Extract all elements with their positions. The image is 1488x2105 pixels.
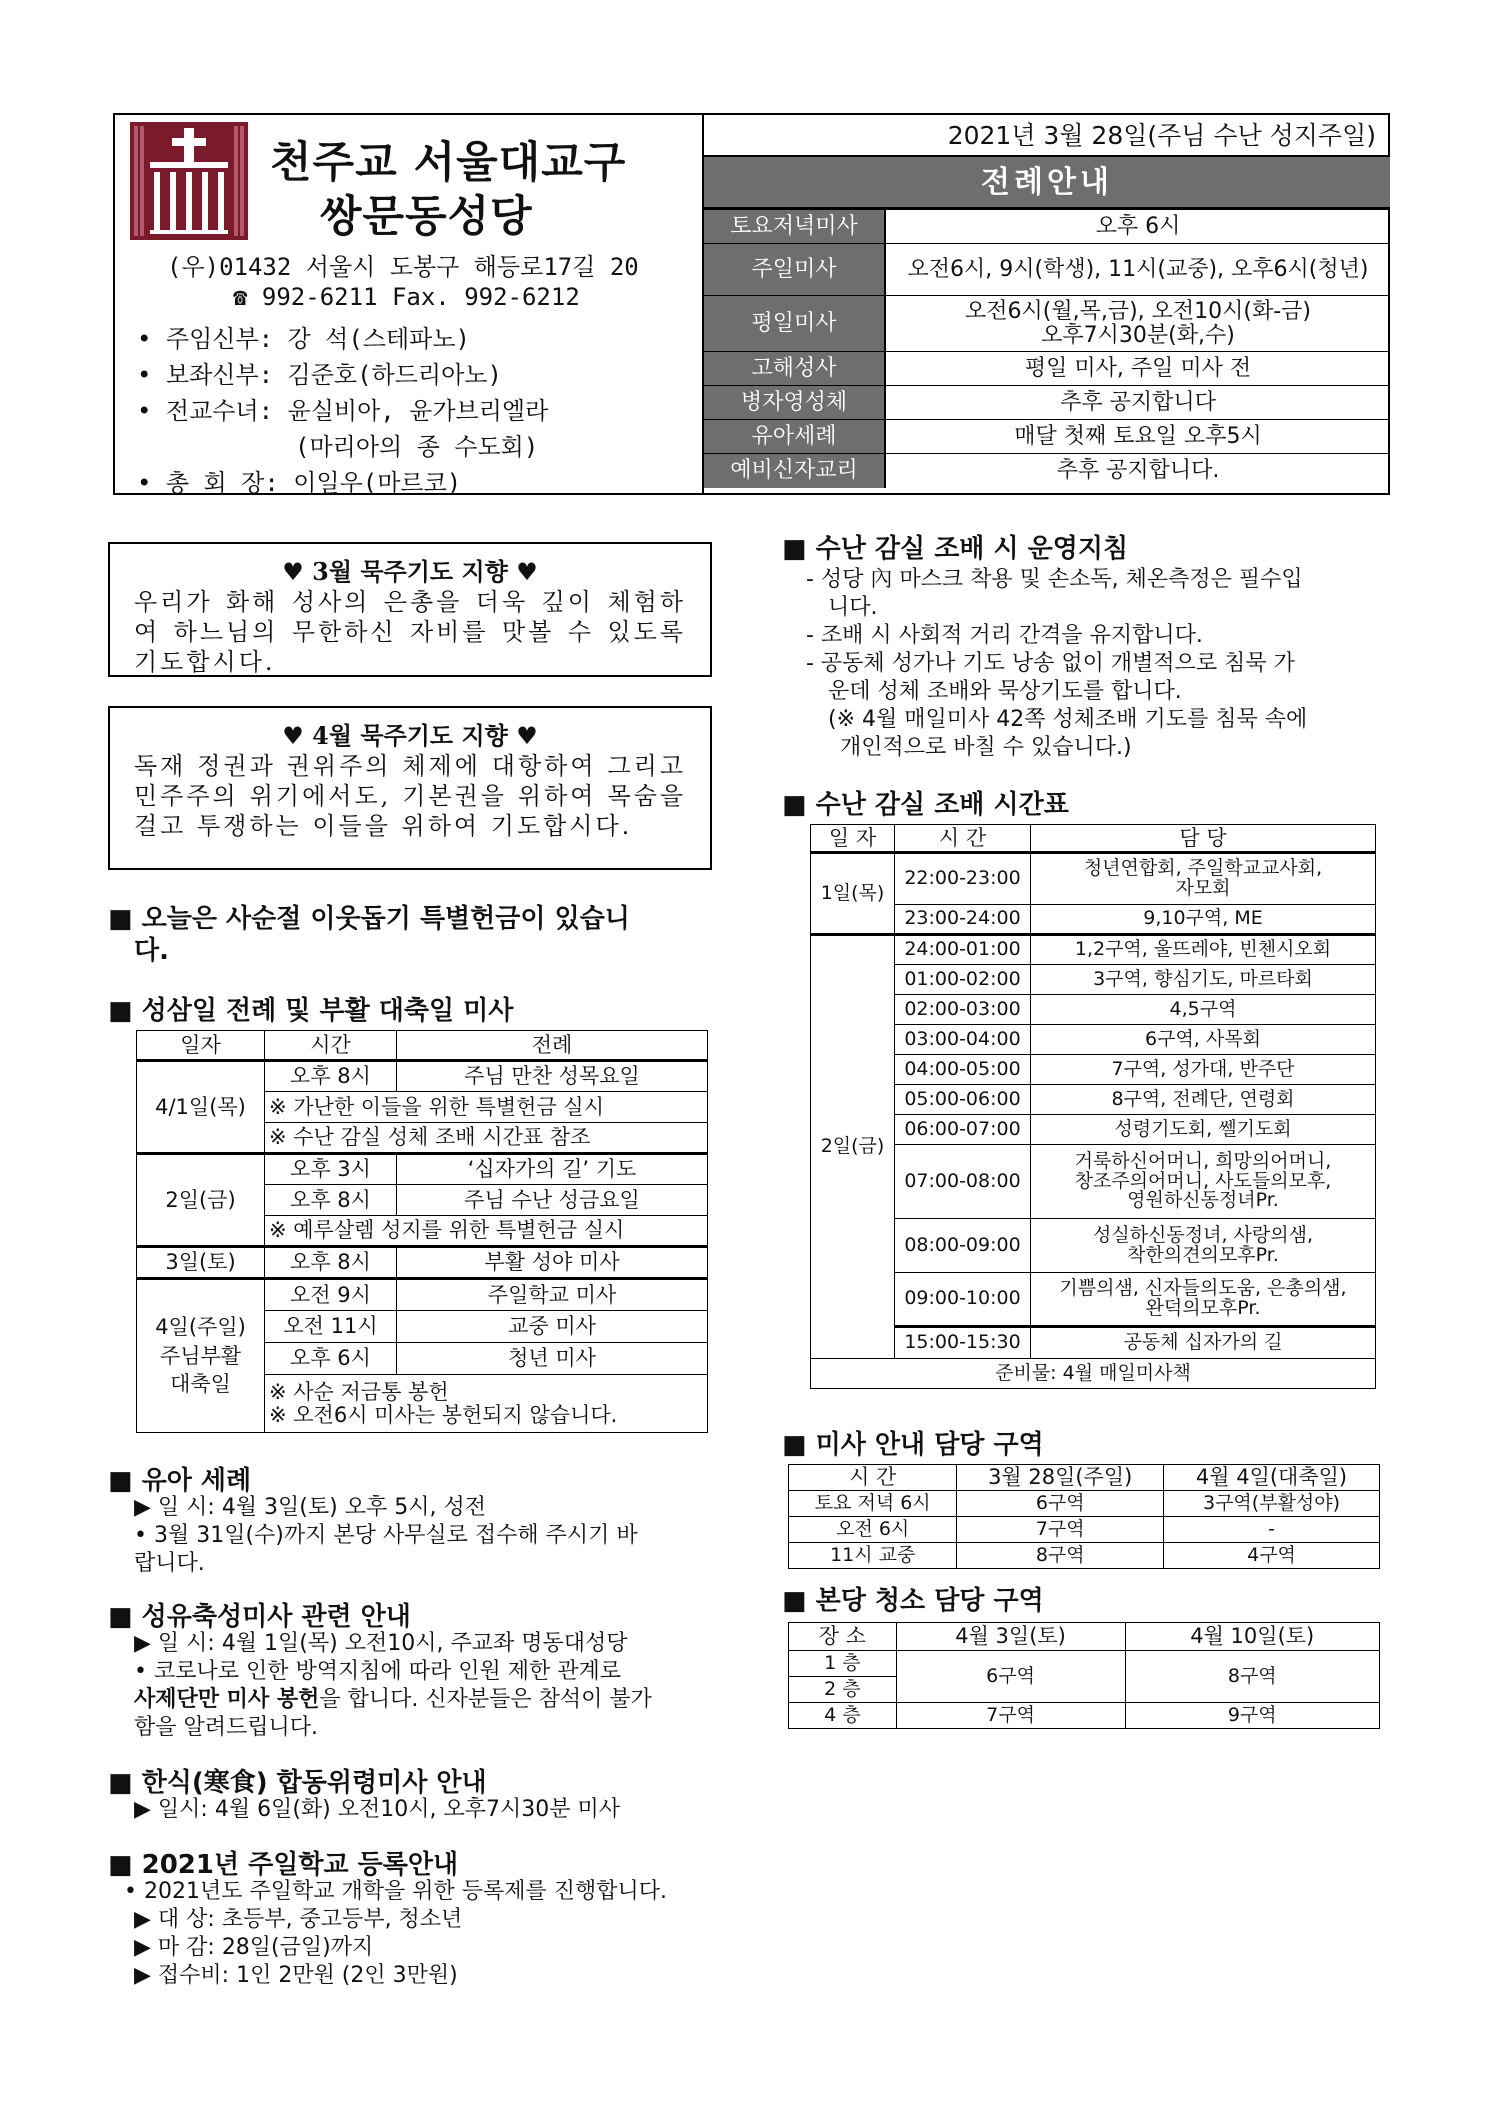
who-cell: 공동체 십자가의 길	[1031, 1327, 1376, 1359]
cell: 토요 저녁 6시	[789, 1491, 957, 1517]
table-row	[789, 1491, 1380, 1517]
mass-value: 평일 미사, 주일 미사 전	[885, 352, 1390, 386]
chrism-mass-bold: 사제단만 미사 봉헌	[134, 1687, 320, 1712]
who-line: 거룩하신어머니, 희망의어머니,	[1074, 1149, 1332, 1172]
time-cell: 03:00-04:00	[895, 1025, 1031, 1055]
chrism-mass-rest: 을 합니다. 신자분들은 참석이 불가	[319, 1687, 652, 1712]
adoration-rule-line: 니다.	[828, 595, 878, 620]
day-cell	[137, 1279, 265, 1433]
time-cell: 06:00-07:00	[895, 1115, 1031, 1145]
cell: 7구역	[957, 1517, 1164, 1543]
table-row	[789, 1651, 1380, 1677]
time-cell: 22:00-23:00	[895, 853, 1031, 905]
adoration-rules-heading: ■ 수난 감실 조배 시 운영지침	[782, 528, 1128, 565]
mass-label: 평일미사	[704, 296, 885, 352]
col-header: 전례	[397, 1031, 708, 1061]
who-cell: 4,5구역	[1031, 995, 1376, 1025]
table-row	[704, 210, 1390, 244]
mass-label: 토요저녁미사	[704, 210, 885, 244]
table-row	[704, 420, 1390, 454]
cell: 9구역	[1125, 1703, 1380, 1729]
triduum-table	[136, 1030, 708, 1433]
triduum-heading: ■ 성삼일 전례 및 부활 대축일 미사	[108, 990, 513, 1027]
april-prayer-title: ♥ 4월 묵주기도 지향 ♥	[282, 721, 538, 750]
adoration-schedule-heading: ■ 수난 감실 조배 시간표	[782, 784, 1069, 821]
mass-guide-table	[788, 1464, 1380, 1569]
table-row	[811, 1219, 1376, 1273]
cell: 11시 교중	[789, 1543, 957, 1569]
mass-value: 오전6시, 9시(학생), 11시(교중), 오후6시(청년)	[885, 244, 1390, 296]
chrism-mass-line: ▶ 일 시: 4월 1일(목) 오전10시, 주교좌 명동대성당	[134, 1631, 628, 1656]
liturgy-guide	[702, 115, 1390, 495]
table-row	[811, 1085, 1376, 1115]
who-line: 창조주의어머니, 사도들의모후,	[1074, 1169, 1332, 1192]
who-line: 청년연합회, 주일학교교사회,	[1083, 857, 1323, 880]
table-row	[704, 386, 1390, 420]
time-cell: 오전 11시	[265, 1311, 397, 1343]
time-cell: 오후 6시	[265, 1343, 397, 1375]
day-line: 대축일	[170, 1372, 231, 1397]
cleaning-table	[788, 1622, 1380, 1729]
who-line: 영원하신동정녀Pr.	[1127, 1189, 1279, 1212]
time-cell: 09:00-10:00	[895, 1273, 1031, 1327]
col-header: 장 소	[789, 1623, 897, 1651]
cell: 7구역	[896, 1703, 1125, 1729]
time-cell: 08:00-09:00	[895, 1219, 1031, 1273]
table-row	[811, 965, 1376, 995]
table-row	[811, 853, 1376, 905]
table-row	[811, 905, 1376, 935]
time-cell: 오후 3시	[265, 1154, 397, 1185]
time-cell: 오전 9시	[265, 1279, 397, 1311]
table-row	[811, 1025, 1376, 1055]
infant-baptism-line: 랍니다.	[134, 1551, 205, 1576]
day-cell: 2일(금)	[137, 1154, 265, 1247]
time-cell: 오후 8시	[265, 1061, 397, 1092]
who-cell: 9,10구역, ME	[1031, 905, 1376, 935]
adoration-schedule-table	[810, 824, 1376, 1389]
who-cell: 성령기도회, 쎌기도회	[1031, 1115, 1376, 1145]
sunday-school-line: ▶ 접수비: 1인 2만원 (2인 3만원)	[134, 1963, 458, 1988]
mass-times-table	[704, 209, 1390, 488]
time-cell: 23:00-24:00	[895, 905, 1031, 935]
floor-cell: 2 층	[789, 1677, 897, 1703]
adoration-rule-line: 운데 성체 조배와 묵상기도를 합니다.	[828, 679, 1182, 704]
col-header: 4월 3일(토)	[896, 1623, 1125, 1651]
adoration-rule-line: - 조배 시 사회적 거리 간격을 유지합니다.	[806, 623, 1203, 648]
adoration-rule-line: - 성당 內 마스크 착용 및 손소독, 체온측정은 필수입	[806, 567, 1303, 592]
table-row	[789, 1465, 1380, 1491]
bulletin-date: 2021년 3월 28일(주님 수난 성지주일)	[704, 115, 1390, 157]
church-name-line2: 쌍문동성당	[320, 192, 533, 242]
infant-baptism-heading: ■ 유아 세례	[108, 1460, 251, 1497]
mass-value-line: 오후7시30분(화,수)	[1041, 322, 1235, 348]
march-prayer-box	[108, 542, 712, 677]
col-header: 3월 28일(주일)	[957, 1465, 1164, 1491]
sunday-school-line: • 2021년도 주일학교 개학을 위한 등록제를 진행합니다.	[124, 1879, 667, 1904]
mass-value: 오후 6시	[885, 210, 1390, 244]
who-cell: 1,2구역, 울뜨레야, 빈첸시오회	[1031, 935, 1376, 965]
sunday-school-heading: ■ 2021년 주일학교 등록안내	[108, 1844, 458, 1881]
time-cell: 07:00-08:00	[895, 1145, 1031, 1219]
time-cell: 오후 8시	[265, 1247, 397, 1279]
day-line: 4일(주일)	[155, 1315, 246, 1340]
col-header: 시 간	[895, 825, 1031, 853]
table-row	[789, 1543, 1380, 1569]
table-row	[811, 1327, 1376, 1359]
col-header: 시 간	[789, 1465, 957, 1491]
table-row	[137, 1061, 708, 1092]
who-line: 착한의견의모후Pr.	[1127, 1243, 1279, 1266]
note-line: ※ 오전6시 미사는 봉헌되지 않습니다.	[269, 1402, 618, 1427]
note-cell: ※ 수난 감실 성체 조배 시간표 참조	[265, 1123, 708, 1154]
floor-cell: 1 층	[789, 1651, 897, 1677]
mass-label: 유아세례	[704, 420, 885, 454]
mass-label: 주일미사	[704, 244, 885, 296]
who-cell: 8구역, 전례단, 연령회	[1031, 1085, 1376, 1115]
special-offering-heading: ■ 오늘은 사순절 이웃돕기 특별헌금이 있습니	[108, 898, 630, 935]
mass-value: 매달 첫째 토요일 오후5시	[885, 420, 1390, 454]
day-cell: 1일(목)	[811, 853, 895, 935]
table-row	[137, 1031, 708, 1061]
staff-president: • 총 회 장: 이일우(마르코)	[137, 469, 462, 497]
who-line: 기쁨의샘, 신자들의도움, 은총의샘,	[1059, 1277, 1347, 1300]
col-header: 담 당	[1031, 825, 1376, 853]
table-row	[704, 244, 1390, 296]
cleaning-heading: ■ 본당 청소 담당 구역	[782, 1580, 1044, 1617]
who-cell: 3구역, 향심기도, 마르타회	[1031, 965, 1376, 995]
mass-value	[885, 296, 1390, 352]
table-row	[137, 1279, 708, 1311]
time-cell: 04:00-05:00	[895, 1055, 1031, 1085]
table-row	[811, 1055, 1376, 1085]
cell: 3구역(부활성야)	[1164, 1491, 1380, 1517]
cell: 4구역	[1164, 1543, 1380, 1569]
time-cell: 01:00-02:00	[895, 965, 1031, 995]
chrism-mass-line	[134, 1686, 652, 1714]
time-cell: 02:00-03:00	[895, 995, 1031, 1025]
table-row	[704, 454, 1390, 488]
adoration-rule-line: (※ 4월 매일미사 42쪽 성체조배 기도를 침묵 속에	[828, 707, 1308, 732]
staff-sisters: • 전교수녀: 윤실비아, 윤가브리엘라	[137, 397, 549, 425]
time-cell: 24:00-01:00	[895, 935, 1031, 965]
who-cell	[1031, 1273, 1376, 1327]
rite-cell: 주일학교 미사	[397, 1279, 708, 1311]
cell: -	[1164, 1517, 1380, 1543]
hansik-mass-line: ▶ 일시: 4월 6일(화) 오전10시, 오후7시30분 미사	[134, 1797, 620, 1822]
sunday-school-line: ▶ 마 감: 28일(금일)까지	[134, 1935, 374, 1960]
mass-label: 예비신자교리	[704, 454, 885, 488]
mass-label: 병자영성체	[704, 386, 885, 420]
table-row	[704, 352, 1390, 386]
who-line: 자모회	[1175, 877, 1231, 899]
sunday-school-line: ▶ 대 상: 초등부, 중고등부, 청소년	[134, 1907, 463, 1932]
bulletin-header	[113, 113, 1390, 495]
liturgy-title: 전례안내	[704, 157, 1390, 209]
church-name-line1: 천주교 서울대교구	[270, 138, 627, 188]
table-row	[811, 1359, 1376, 1389]
church-phone: ☎ 992-6211 Fax. 992-6212	[233, 283, 580, 311]
staff-sisters-order: (마리아의 종 수도회)	[295, 433, 539, 461]
rite-cell: 주님 만찬 성목요일	[397, 1061, 708, 1092]
church-logo-icon	[130, 122, 248, 240]
floor-cell: 4 층	[789, 1703, 897, 1729]
time-cell: 오후 8시	[265, 1185, 397, 1216]
who-cell: 7구역, 성가대, 반주단	[1031, 1055, 1376, 1085]
hansik-mass-heading: ■ 한식(寒食) 합동위령미사 안내	[108, 1762, 487, 1799]
mass-guide-heading: ■ 미사 안내 담당 구역	[782, 1424, 1044, 1461]
col-header: 4월 10일(토)	[1125, 1623, 1380, 1651]
mass-value: 추후 공지합니다	[885, 386, 1390, 420]
note-line: ※ 사순 저금통 봉헌	[269, 1380, 449, 1405]
adoration-rule-line: - 공동체 성가나 기도 낭송 없이 개별적으로 침묵 가	[806, 651, 1295, 676]
time-cell: 15:00-15:30	[895, 1327, 1031, 1359]
cell: 6구역	[957, 1491, 1164, 1517]
rite-cell: 교중 미사	[397, 1311, 708, 1343]
time-cell: 05:00-06:00	[895, 1085, 1031, 1115]
table-row	[811, 935, 1376, 965]
rite-cell: 부활 성야 미사	[397, 1247, 708, 1279]
april-prayer-box	[108, 706, 712, 870]
table-row	[811, 995, 1376, 1025]
who-line: 완덕의모후Pr.	[1145, 1297, 1261, 1319]
staff-pastor: • 주임신부: 강 석(스테파노)	[137, 325, 470, 353]
table-row	[811, 1115, 1376, 1145]
table-row	[789, 1517, 1380, 1543]
cell: 6구역	[896, 1651, 1125, 1703]
march-prayer-body: 우리가 화해 성사의 은총을 더욱 깊이 체험하여 하느님의 무한하신 자비를 맛볼 수 있도록 기도합시다.	[134, 588, 686, 676]
table-row	[704, 296, 1390, 352]
col-header: 일 자	[811, 825, 895, 853]
rite-cell: 청년 미사	[397, 1343, 708, 1375]
infant-baptism-line: • 3월 31일(수)까지 본당 사무실로 접수해 주시기 바	[134, 1523, 638, 1548]
col-header: 일자	[137, 1031, 265, 1061]
cell: 오전 6시	[789, 1517, 957, 1543]
day-line: 주님부활	[159, 1343, 242, 1368]
table-row	[811, 1273, 1376, 1327]
mass-value-line: 오전6시(월,목,금), 오전10시(화-금)	[964, 299, 1311, 325]
rite-cell: ‘십자가의 길’ 기도	[397, 1154, 708, 1185]
mass-label: 고해성사	[704, 352, 885, 386]
table-row	[789, 1703, 1380, 1729]
table-row	[789, 1623, 1380, 1651]
who-cell	[1031, 1219, 1376, 1273]
april-prayer-body: 독재 정권과 권위주의 체제에 대항하여 그리고 민주주의 위기에서도, 기본권을 위하여 목숨을 걸고 투쟁하는 이들을 위하여 기도합시다.	[134, 752, 686, 840]
footer-cell: 준비물: 4월 매일미사책	[811, 1359, 1376, 1389]
march-prayer-title: ♥ 3월 묵주기도 지향 ♥	[282, 557, 538, 586]
mass-value: 추후 공지합니다.	[885, 454, 1390, 488]
chrism-mass-heading: ■ 성유축성미사 관련 안내	[108, 1596, 411, 1633]
table-row	[811, 1145, 1376, 1219]
table-row	[137, 1154, 708, 1185]
note-cell: ※ 가난한 이들을 위한 특별헌금 실시	[265, 1092, 708, 1123]
infant-baptism-line: ▶ 일 시: 4월 3일(토) 오후 5시, 성전	[134, 1495, 486, 1520]
cell: 8구역	[957, 1543, 1164, 1569]
cell: 8구역	[1125, 1651, 1380, 1703]
day-cell: 3일(토)	[137, 1247, 265, 1279]
chrism-mass-line: 함을 알려드립니다.	[134, 1715, 319, 1740]
chrism-mass-line: • 코로나로 인한 방역지침에 따라 인원 제한 관계로	[134, 1659, 621, 1684]
table-row	[811, 825, 1376, 853]
who-cell	[1031, 853, 1376, 905]
who-line: 성실하신동정녀, 사랑의샘,	[1092, 1223, 1313, 1246]
rite-cell: 주님 수난 성금요일	[397, 1185, 708, 1216]
table-row	[137, 1247, 708, 1279]
day-cell: 4/1일(목)	[137, 1061, 265, 1154]
col-header: 시간	[265, 1031, 397, 1061]
staff-assistant: • 보좌신부: 김준호(하드리아노)	[137, 361, 502, 389]
col-header: 4월 4일(대축일)	[1164, 1465, 1380, 1491]
adoration-rule-line: 개인적으로 바칠 수 있습니다.)	[840, 735, 1132, 760]
note-cell: ※ 예루살렘 성지를 위한 특별헌금 실시	[265, 1216, 708, 1247]
special-offering-heading-cont: 다.	[134, 936, 169, 966]
note-cell	[265, 1375, 708, 1433]
who-cell: 6구역, 사목회	[1031, 1025, 1376, 1055]
church-address: (우)01432 서울시 도봉구 해등로17길 20	[167, 253, 639, 281]
day-cell: 2일(금)	[811, 935, 895, 1359]
who-cell	[1031, 1145, 1376, 1219]
